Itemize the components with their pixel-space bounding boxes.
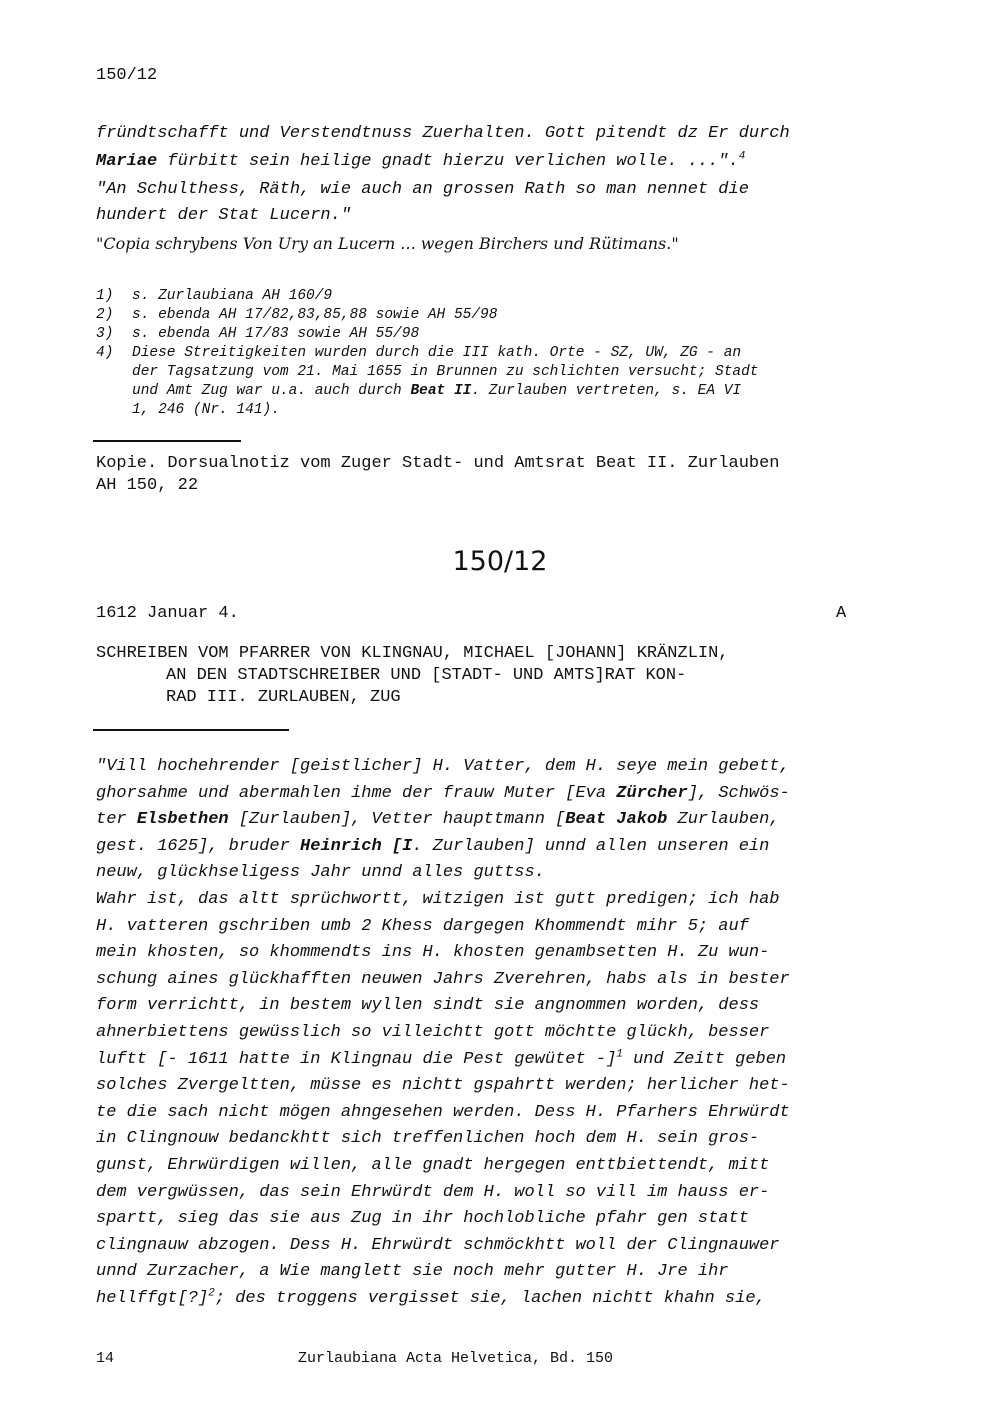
text-segment: dem vergwüssen, das sein Ehrwürdt dem H. woll so vill im hauss er- <box>96 1182 770 1202</box>
body-text-line <box>96 917 749 936</box>
body-text-line <box>96 1103 790 1122</box>
body-text-line <box>96 1023 769 1042</box>
footer-page-number: 14 <box>96 1350 115 1367</box>
text-segment: "Vill hochehrender [geistlicher] H. Vatter, dem H. seye mein gebett, <box>96 757 790 776</box>
text-segment: . Zurlauben] unnd allen unseren ein <box>412 836 770 856</box>
body-text-line <box>96 837 769 856</box>
text-segment: in Clingnouw bedanckhtt sich treffenlichen hoch dem H. sein gros- <box>96 1129 760 1149</box>
document-marker: A <box>836 604 847 623</box>
text-segment: ghorsahme und abermahlen ihme der frauw Muter [Eva <box>96 783 617 803</box>
text-segment: fründtschafft und Verstendtnuss Zuerhalten. Gott pitendt dz Er durch <box>96 124 790 143</box>
footnote-text-line <box>132 307 497 323</box>
footnote-text-line <box>132 326 419 342</box>
document-title-line-1: SCHREIBEN VOM PFARRER VON KLINGNAU, MICHAEL [JOHANN] KRÄNZLIN, <box>96 644 729 663</box>
text-segment: "An Schulthess, Räth, wie auch an grossen Rath so man nennet die <box>96 180 749 199</box>
bold-name: Mariae <box>96 152 158 171</box>
text-segment: Wahr ist, das altt sprüchwortt, witzigen ist gutt predigen; ich hab <box>96 890 780 909</box>
body-text-line <box>96 784 790 803</box>
script-quote-line: "Copia schrybens Von Ury an Lucern ... wegen Birchers und Rütimans." <box>96 234 679 253</box>
footnote-text-line <box>132 364 759 380</box>
bold-name: Beat Jakob <box>565 810 668 830</box>
document-number-heading: 150/12 <box>452 546 548 577</box>
body-text-line <box>96 970 790 989</box>
text-segment: Zurlauben, <box>667 810 780 830</box>
footnote-text-line <box>132 345 741 361</box>
text-segment: unnd Zurzacher, a Wie manglett sie noch mehr gutter H. Jre ihr <box>96 1262 729 1282</box>
bold-name: Elsbethen <box>136 810 229 830</box>
body-text-line <box>96 1236 780 1255</box>
footnote-text-line <box>132 383 741 399</box>
text-segment: solches Zvergeltten, müsse es nichtt gspahrtt werden; herlicher het- <box>96 1076 790 1096</box>
text-segment: s. ebenda AH 17/83 sowie AH 55/98 <box>132 326 420 342</box>
footer-series-title: Zurlaubiana Acta Helvetica, Bd. 150 <box>298 1350 614 1367</box>
text-segment: ahnerbiettens gewüsslich so villeichtt gott möchtte glückh, besser <box>96 1023 770 1042</box>
text-segment: s. ebenda AH 17/82,83,85,88 sowie AH 55/98 <box>132 307 498 323</box>
document-date: 1612 Januar 4. <box>96 604 239 623</box>
text-segment: clingnauw abzogen. Dess H. Ehrwürdt schmöckhtt woll der Clingnauwer <box>96 1235 780 1255</box>
body-text-line <box>96 943 769 962</box>
text-segment: Diese Streitigkeiten wurden durch die III kath. Orte - SZ, UW, ZG - an <box>132 345 742 361</box>
text-segment: ], Schwös- <box>687 783 790 803</box>
footnote-number: 3) <box>96 326 114 342</box>
source-note-line-1: Kopie. Dorsualnotiz vom Zuger Stadt- und Amtsrat Beat II. Zurlauben <box>96 454 780 473</box>
text-segment: 1, 246 (Nr. 141). <box>132 402 280 418</box>
body-text-line <box>96 810 780 829</box>
text-segment: und Amt Zug war u.a. auch durch <box>132 383 411 399</box>
text-segment: der Tagsatzung vom 21. Mai 1655 in Brunnen zu schlichten versucht; Stadt <box>132 364 759 380</box>
body-text-line <box>96 890 780 909</box>
footnote-number: 4) <box>96 345 114 361</box>
footnote-number: 1) <box>96 288 114 304</box>
body-text-line <box>96 863 545 882</box>
title-separator-rule <box>93 729 289 731</box>
bold-name: Zürcher <box>616 783 688 803</box>
previous-text-line <box>96 206 351 225</box>
footnote-reference: 2 <box>208 1287 215 1300</box>
text-segment: hundert der Stat Lucern." <box>96 206 352 225</box>
footnote-reference: 1 <box>616 1047 623 1060</box>
body-text-line <box>96 996 759 1015</box>
text-segment: mein khosten, so khommendts ins H. khosten genambsetten H. Zu wun- <box>96 943 770 963</box>
footnote-number: 2) <box>96 307 114 323</box>
footnote-text-line <box>132 288 332 304</box>
body-text-line <box>96 1209 749 1228</box>
text-segment: und Zeitt geben <box>622 1049 787 1069</box>
body-text-line <box>96 1156 769 1175</box>
text-segment: gunst, Ehrwürdigen willen, alle gnadt hergegen enttbiettendt, mitt <box>96 1156 770 1175</box>
text-segment: spartt, sieg das sie aus Zug in ihr hochlobliche pfahr gen statt <box>96 1209 749 1229</box>
document-title-line-2: AN DEN STADTSCHREIBER UND [STADT- UND AMTS]RAT KON- <box>166 666 687 685</box>
text-segment: ter <box>96 810 137 830</box>
text-segment: te die sach nicht mögen ahngesehen werden. Dess H. Pfarhers Ehrwürdt <box>96 1102 790 1122</box>
text-segment: s. Zurlaubiana AH 160/9 <box>132 288 333 304</box>
document-title-line-3: RAD III. ZURLAUBEN, ZUG <box>166 688 401 707</box>
body-text-line <box>96 1047 787 1069</box>
text-segment: schung aines glückhafften neuwen Jahrs Zverehren, habs als in bester <box>96 969 790 989</box>
text-segment: fürbitt sein heilige gnadt hierzu verlichen wolle. ...". <box>157 152 739 171</box>
text-segment: H. vatteren gschriben umb 2 Khess dargegen Khommendt mihr 5; auf <box>96 916 749 936</box>
text-segment: form verrichtt, in bestem wyllen sindt sie angnommen worden, dess <box>96 996 760 1016</box>
footnote-reference: 4 <box>738 150 746 163</box>
body-text-line <box>96 1183 769 1202</box>
footnote-separator-rule <box>93 440 241 442</box>
previous-text-line <box>96 180 749 199</box>
body-text-line <box>96 1262 729 1281</box>
text-segment: gest. 1625], bruder <box>96 836 301 856</box>
page-header-ref: 150/12 <box>96 66 158 85</box>
footnote-text-line <box>132 402 280 418</box>
text-segment: hellffgt[?] <box>96 1289 209 1308</box>
text-segment: [Zurlauben], Vetter haupttmann [ <box>228 810 566 830</box>
body-text-line <box>96 1129 759 1148</box>
source-note-line-2: AH 150, 22 <box>96 476 199 495</box>
body-text-line <box>96 1289 766 1308</box>
body-text-line <box>96 757 790 776</box>
previous-text-line <box>96 152 745 171</box>
text-segment: . Zurlauben vertreten, s. EA VI <box>471 383 742 399</box>
text-segment: luftt [- 1611 hatte in Klingnau die Pest gewütet -] <box>96 1049 617 1069</box>
body-text-line <box>96 1076 790 1095</box>
previous-text-line <box>96 124 790 143</box>
bold-name: Heinrich [I <box>300 836 413 856</box>
text-segment: neuw, glückhseligess Jahr unnd alles guttss. <box>96 863 545 883</box>
text-segment: ; des troggens vergisset sie, lachen nichtt khahn sie, <box>214 1289 766 1308</box>
bold-name: Beat II <box>410 383 472 399</box>
